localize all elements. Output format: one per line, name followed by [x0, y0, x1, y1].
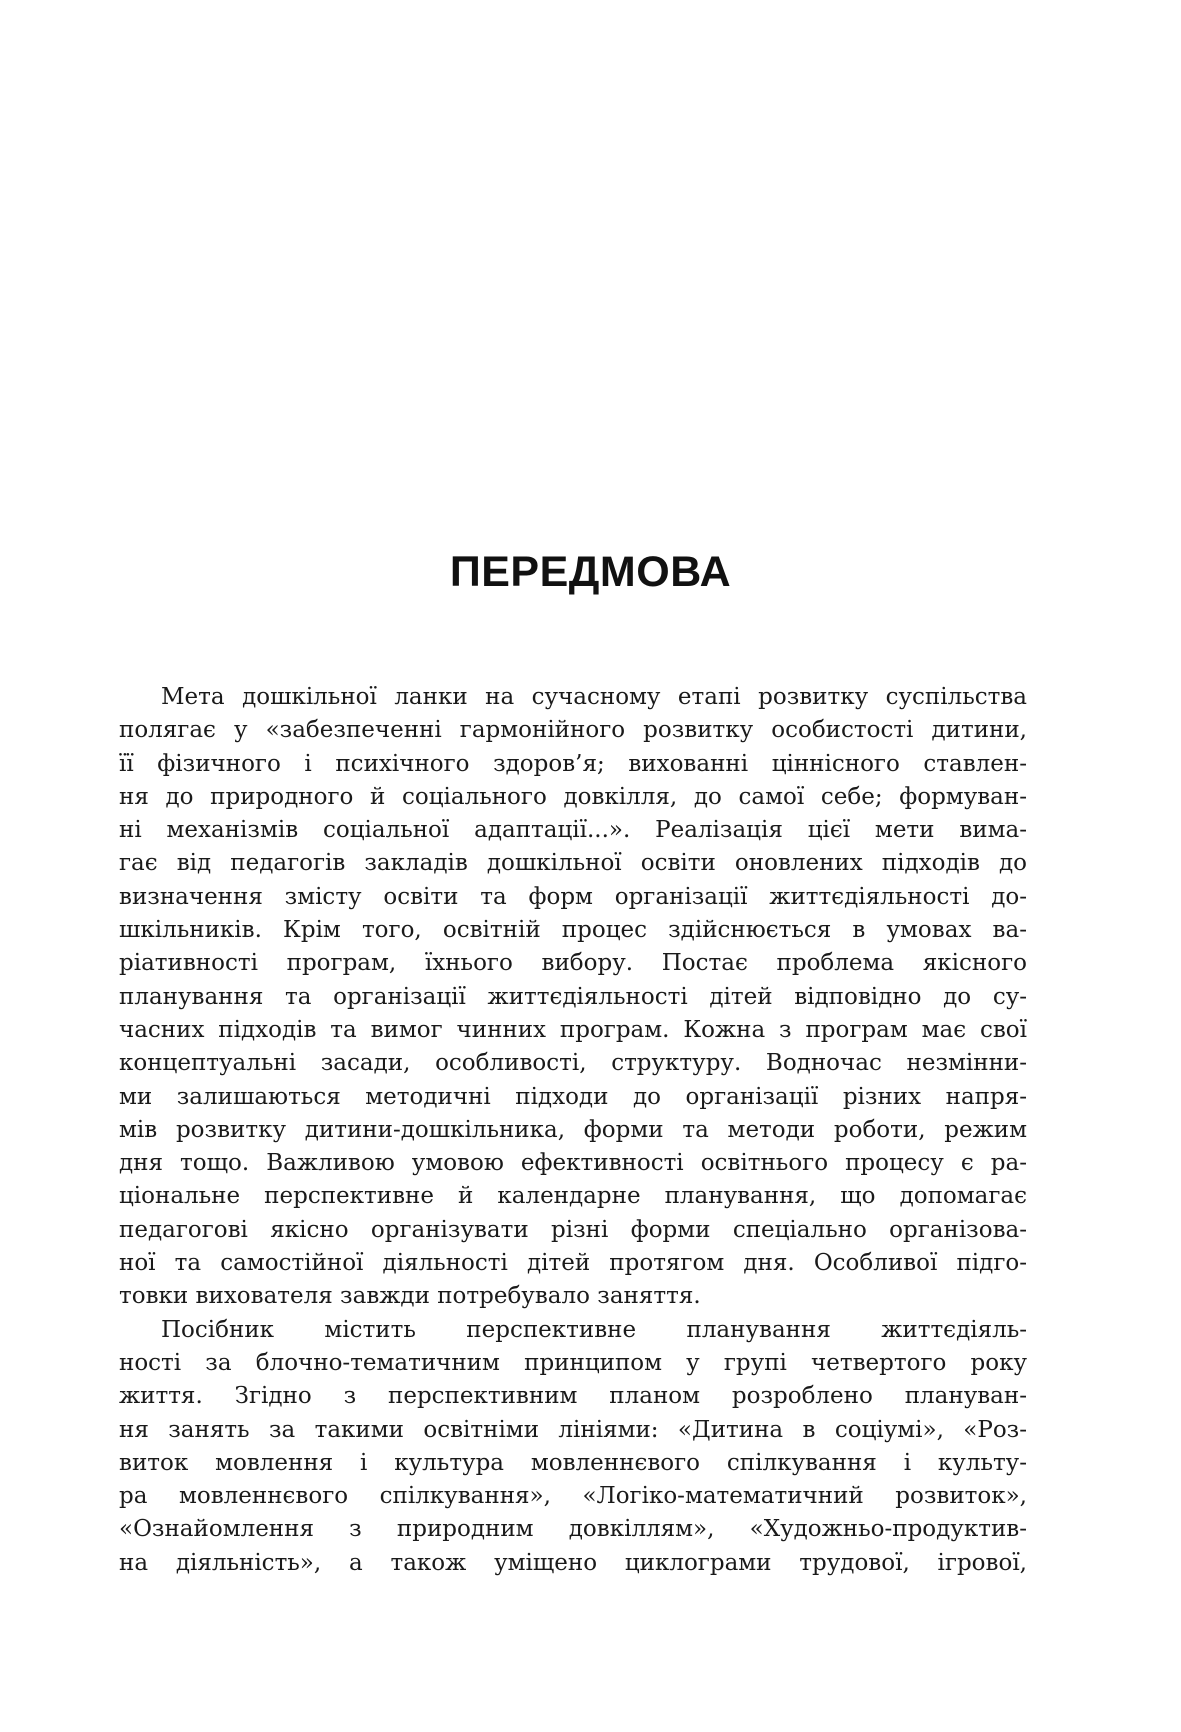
paragraph-1	[119, 681, 1027, 1314]
text-line: ціональне перспективне й календарне планування, що допомагає	[119, 1183, 1027, 1210]
page-title: ПЕРЕДМОВА	[449, 548, 732, 596]
text-line: Мета дошкільної ланки на сучасному етапі розвитку суспільства	[161, 684, 1027, 710]
text-line: ня занять за такими освітніми лініями: «Дитина в соціумі», «Роз-	[119, 1416, 1027, 1443]
text-line: ріативності програм, їхнього вибору. Постає проблема якісного	[119, 950, 1027, 977]
text-line: полягає у «забезпеченні гармонійного розвитку особистості дитини,	[119, 717, 1027, 744]
text-line: на діяльність», а також уміщено циклограми трудової, ігрової,	[119, 1549, 1027, 1576]
text-line: мів розвитку дитини-дошкільника, форми та методи роботи, режим	[119, 1116, 1027, 1143]
text-line: ності за блочно-тематичним принципом у групі четвертого року	[119, 1349, 1027, 1376]
text-line: часних підходів та вимог чинних програм. Кожна з програм має свої	[119, 1016, 1027, 1043]
text-line: планування та організації життєдіяльності дітей відповідно до су-	[119, 983, 1027, 1010]
text-line: ня до природного й соціального довкілля, до самої себе; формуван-	[119, 783, 1027, 810]
text-line: визначення змісту освіти та форм організації життєдіяльності до-	[119, 883, 1027, 910]
text-line: Посібник містить перспективне планування життєдіяль-	[161, 1316, 1027, 1343]
text-line: шкільників. Крім того, освітній процес здійснюється в умовах ва-	[119, 917, 1027, 944]
text-line: товки вихователя завжди потребувало заняття.	[119, 1283, 701, 1310]
text-line: життя. Згідно з перспективним планом розроблено плануван-	[119, 1383, 1027, 1410]
text-line: гає від педагогів закладів дошкільної освіти оновлених підходів до	[119, 850, 1027, 877]
text-line: її фізичного і психічного здоров’я; вихованні ціннісного ставлен-	[119, 750, 1027, 777]
text-line: ми залишаються методичні підходи до організації різних напря-	[119, 1083, 1027, 1110]
paragraph-2	[119, 1314, 1027, 1580]
body-text	[119, 681, 1027, 1580]
text-line: концептуальні засади, особливості, структуру. Водночас незмінни-	[119, 1050, 1027, 1077]
text-line: ра мовленнєвого спілкування», «Логіко-математичний розвиток»,	[119, 1483, 1027, 1510]
text-line: ні механізмів соціальної адаптації...». Реалізація цієї мети вима-	[119, 817, 1027, 844]
text-line: «Ознайомлення з природним довкіллям», «Художньо-продуктив-	[119, 1516, 1027, 1543]
text-line: виток мовлення і культура мовленнєвого спілкування і культу-	[119, 1449, 1027, 1476]
text-line: дня тощо. Важливою умовою ефективності освітнього процесу є ра-	[119, 1150, 1027, 1177]
text-line: педагогові якісно організувати різні форми спеціально організова-	[119, 1216, 1027, 1243]
text-line: ної та самостійної діяльності дітей протягом дня. Особливої підго-	[119, 1250, 1027, 1277]
